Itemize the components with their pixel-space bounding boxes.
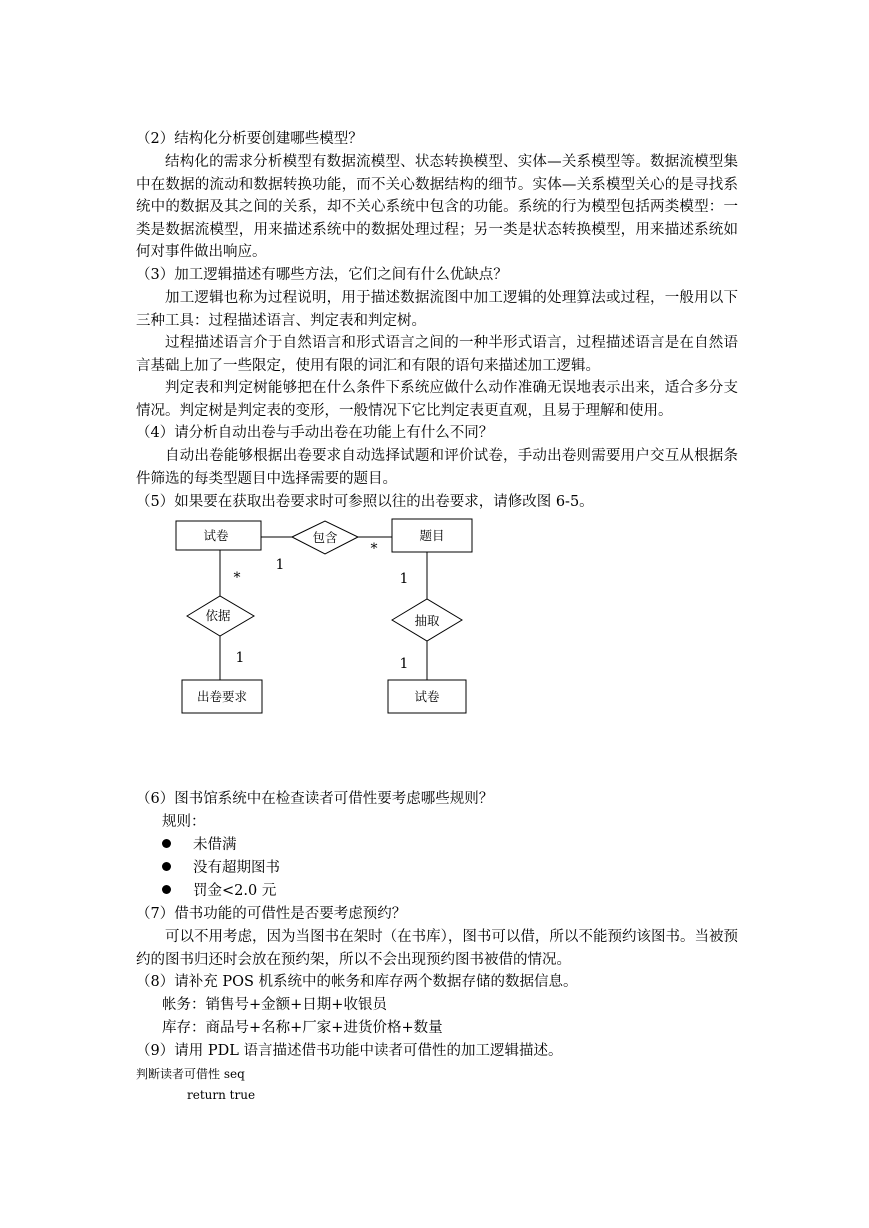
answer-4-paragraph: 自动出卷能够根据出卷要求自动选择试题和评价试卷，手动出卷则需要用户交互从根据条件筛选的每类型题目中选择需要的题目。 xyxy=(136,448,738,487)
answer-7-paragraph: 可以不用考虑，因为当图书在架时（在书库），图书可以借，所以不能预约该图书。当被预约的图书归还时会放在预约架，所以不会出现预约图书被借的情况。 xyxy=(136,929,738,968)
relationship-draw-label: 抽取 xyxy=(414,613,440,628)
rules-label: 规则： xyxy=(162,814,206,830)
cardinality-contains-paper: 1 xyxy=(275,557,285,573)
data-store-inventory: 库存：商品号+名称+厂家+进货价格+数量 xyxy=(162,1020,443,1036)
relationship-contains-label: 包含 xyxy=(312,530,338,545)
relationship-based-on-label: 依据 xyxy=(205,608,231,623)
question-4: （4）请分析自动出卷与手动出卷在功能上有什么不同？ xyxy=(136,425,494,441)
rule-item xyxy=(162,880,276,902)
pdl-code-line-1: 判断读者可借性 seq xyxy=(136,1067,245,1081)
rule-item-text: 没有超期图书 xyxy=(193,860,280,876)
entity-question-item-label: 题目 xyxy=(419,528,445,543)
cardinality-basis-requirement: 1 xyxy=(235,650,245,666)
rule-item-text: 未借满 xyxy=(193,837,237,853)
answer-3-paragraph-3: 判定表和判定树能够把在什么条件下系统应做什么动作准确无误地表示出来，适合多分支情况。判定树是判定表的变形，一般情况下它比判定表更直观，且易于理解和使用。 xyxy=(136,380,738,419)
cardinality-contains-item: * xyxy=(370,541,378,557)
cardinality-draw-item: 1 xyxy=(399,571,409,587)
data-store-accounts: 帐务：销售号+金额+日期+收银员 xyxy=(162,997,387,1013)
entity-exam-requirement-label: 出卷要求 xyxy=(196,689,248,704)
entity-exam-paper-top-label: 试卷 xyxy=(203,528,229,543)
question-5: （5）如果要在获取出卷要求时可参照以往的出卷要求，请修改图 6-5。 xyxy=(136,494,594,510)
answer-3-paragraph-2: 过程描述语言介于自然语言和形式语言之间的一种半形式语言，过程描述语言是在自然语言基础上加了一些限定，使用有限的词汇和有限的语句来描述加工逻辑。 xyxy=(136,335,738,374)
bullet-icon xyxy=(162,839,171,848)
question-9: （9）请用 PDL 语言描述借书功能中读者可借性的加工逻辑描述。 xyxy=(136,1043,563,1059)
bullet-icon xyxy=(162,885,171,894)
bullet-icon xyxy=(162,862,171,871)
rule-item xyxy=(162,834,237,856)
question-7: （7）借书功能的可借性是否要考虑预约？ xyxy=(136,906,407,922)
rule-item xyxy=(162,857,280,879)
answer-3-paragraph-1: 加工逻辑也称为过程说明，用于描述数据流图中加工逻辑的处理算法或过程，一般用以下三种工具：过程描述语言、判定表和判定树。 xyxy=(136,290,738,329)
pdl-code-line-2: return true xyxy=(187,1088,256,1102)
question-6: （6）图书馆系统中在检查读者可借性要考虑哪些规则？ xyxy=(136,791,494,807)
question-8: （8）请补充 POS 机系统中的帐务和库存两个数据存储的数据信息。 xyxy=(136,974,578,990)
question-2: （2）结构化分析要创建哪些模型？ xyxy=(136,131,363,147)
question-3: （3）加工逻辑描述有哪些方法，它们之间有什么优缺点？ xyxy=(136,267,508,283)
answer-2-paragraph: 结构化的需求分析模型有数据流模型、状态转换模型、实体—关系模型等。数据流模型集中在数据的流动和数据转换功能，而不关心数据结构的细节。实体—关系模型关心的是寻找系统中的数据及其之间的关系，却不关心系统中包含的功能。系统的行为模型包括两类模型：一类是数据流模型，用来描述系统中的数据处理过程；另一类是状态转换模型，用来描述系统如何对事件做出响应。 xyxy=(136,154,738,260)
cardinality-draw-paper: 1 xyxy=(399,656,409,672)
entity-exam-paper-bottom-label: 试卷 xyxy=(414,689,440,704)
cardinality-basis-paper: * xyxy=(233,570,241,586)
rule-item-text: 罚金<2.0 元 xyxy=(193,883,277,899)
